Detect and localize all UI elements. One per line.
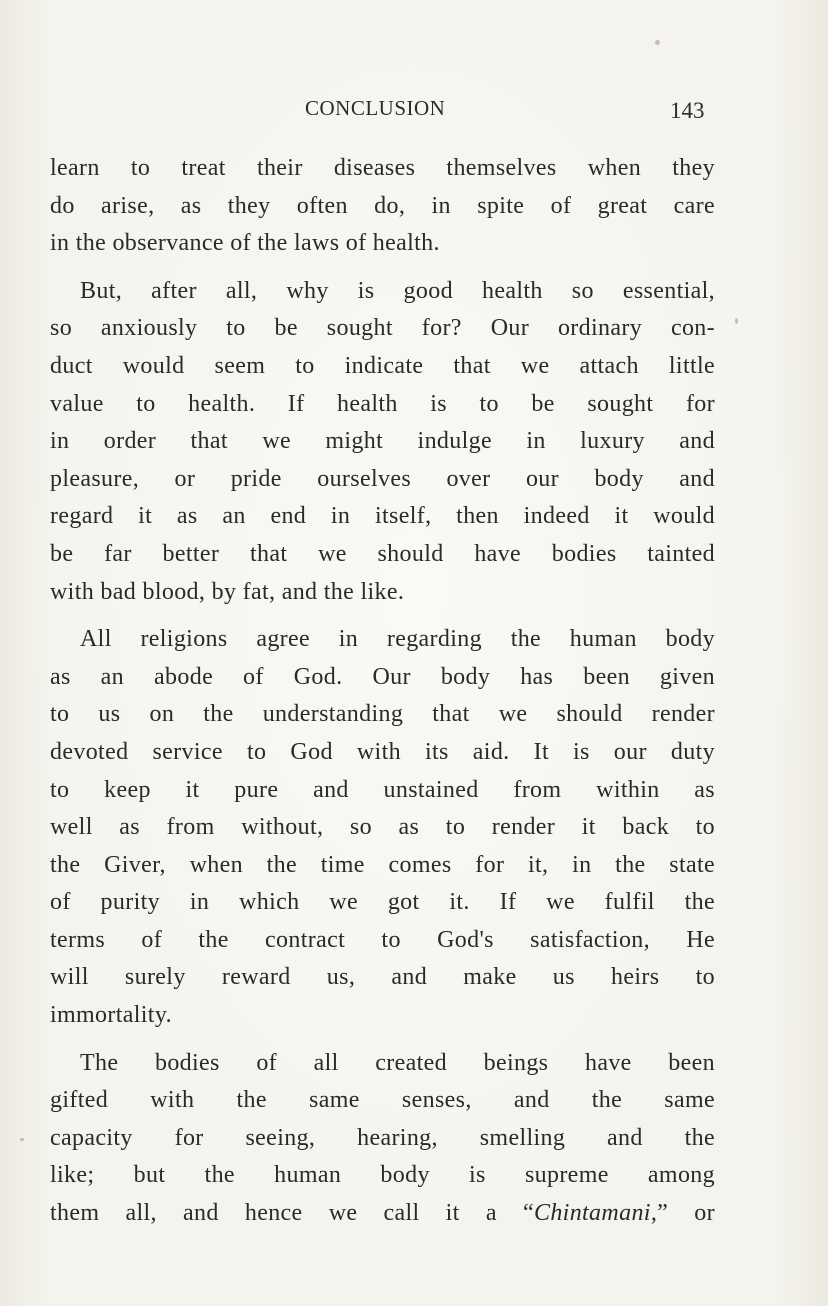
text-line: learn to treat their diseases themselves when they	[50, 155, 715, 181]
text-line: in order that we might indulge in luxury and	[50, 428, 715, 455]
text-line: do arise, as they often do, in spite of great care	[50, 192, 715, 219]
text-line: capacity for seeing, hearing, smelling and the	[50, 1124, 715, 1151]
paper-speck	[655, 40, 660, 45]
text-line: them all, and hence we call it a “Chintamani,” or	[50, 1200, 715, 1227]
text-line: with bad blood, by fat, and the like.	[50, 578, 405, 605]
text-line: pleasure, or pride ourselves over our body and	[50, 465, 715, 492]
text-line: the Giver, when the time comes for it, in the state	[50, 851, 715, 878]
paragraph-4	[50, 1045, 715, 1233]
text-line: regard it as an end in itself, then indeed it would	[50, 503, 715, 530]
text-line: as an abode of God. Our body has been given	[50, 663, 715, 690]
text-line: so anxiously to be sought for? Our ordinary con-	[50, 315, 715, 342]
paper-speck	[20, 1138, 24, 1141]
text-line: well as from without, so as to render it back to	[50, 814, 715, 841]
paragraph-3	[50, 621, 715, 1035]
text-line: terms of the contract to God's satisfaction, He	[50, 926, 715, 953]
text-line: devoted service to God with its aid. It is our duty	[50, 738, 715, 765]
text-line: of purity in which we got it. If we fulfil the	[50, 889, 715, 916]
text-line: will surely reward us, and make us heirs to	[50, 964, 715, 991]
text-line: The bodies of all created beings have been	[80, 1049, 715, 1076]
text-line: But, after all, why is good health so essential,	[80, 277, 715, 304]
text-line: to us on the understanding that we should render	[50, 701, 715, 728]
text-line: All religions agree in regarding the human body	[80, 626, 715, 653]
text-line: duct would seem to indicate that we attach little	[50, 352, 715, 379]
page-number: 143	[670, 98, 705, 123]
text-line: to keep it pure and unstained from within as	[50, 776, 715, 803]
text-line: gifted with the same senses, and the same	[50, 1087, 715, 1114]
text-line: in the observance of the laws of health.	[50, 230, 440, 257]
paragraph-2	[50, 273, 715, 611]
chapter-title: CONCLUSION	[305, 96, 446, 120]
text-line: immortality.	[50, 1002, 172, 1029]
italic-term: Chintamani	[533, 1200, 651, 1227]
body-text	[50, 150, 715, 1233]
text-line: be far better that we should have bodies tainted	[50, 540, 715, 567]
text-line: like; but the human body is supreme among	[50, 1162, 715, 1189]
paper-speck	[735, 318, 738, 324]
paragraph-1	[50, 150, 715, 263]
running-head	[0, 92, 828, 126]
text-line: value to health. If health is to be sought for	[50, 390, 715, 417]
